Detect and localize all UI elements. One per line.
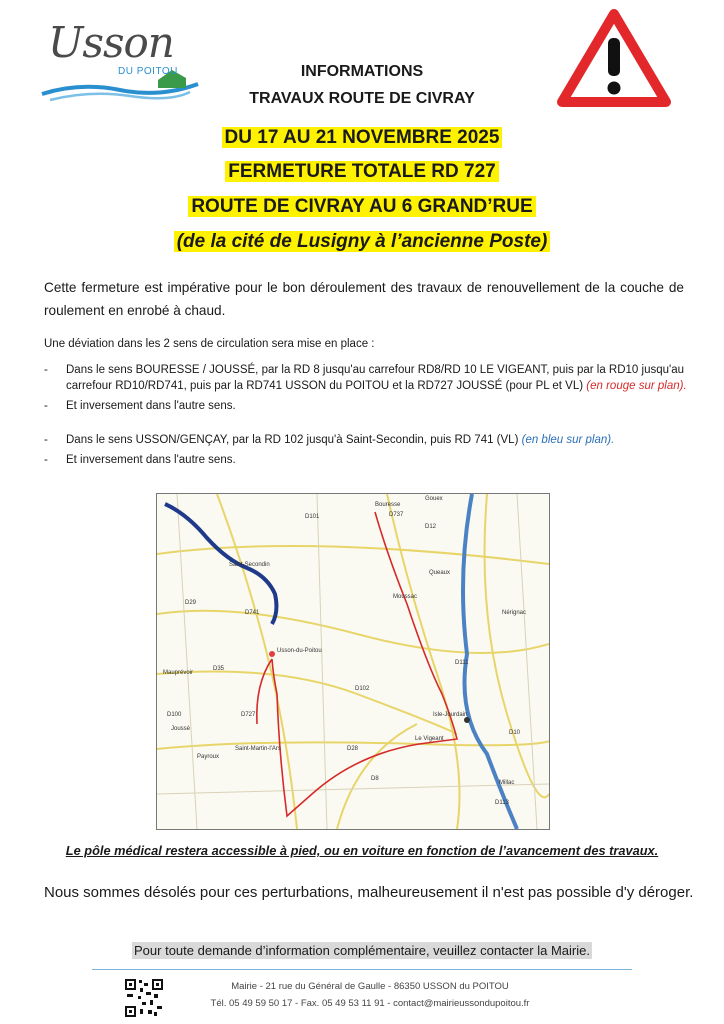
item-3-note: (en bleu sur plan). bbox=[521, 434, 615, 446]
logo-subtitle: DU POITOU bbox=[118, 66, 178, 77]
contact-text: Pour toute demande d’information complémentaire, veuillez contacter la Mairie. bbox=[134, 943, 590, 958]
map-road-d727: D727 bbox=[241, 712, 256, 718]
map-road-d100: D100 bbox=[167, 712, 182, 718]
item-2-text: Et inversement dans l'autre sens. bbox=[66, 400, 236, 412]
deviation-item-3: - Dans le sens USSON/GENÇAY, par la RD 102 jusqu'à Saint-Secondin, puis RD 741 (VL) (en bleu sur plan). bbox=[44, 434, 615, 446]
deviation-block bbox=[44, 336, 694, 472]
deviation-item-1: - Dans le sens BOURESSE / JOUSSÉ, par la RD 8 jusqu'au carrefour RD8/RD 10 LE VIGEANT, puis par la RD10 jusqu'au carrefour RD10/RD741, puis par la RD741 USSON du POITOU et la RD727 JOUSSÉ (pour PL et VL) (en rouge sur plan). bbox=[44, 364, 687, 392]
deviation-item-2: - Et inversement dans l'autre sens. bbox=[44, 400, 236, 412]
closure-text: FERMETURE TOTALE RD 727 bbox=[225, 161, 498, 182]
route-line bbox=[0, 193, 724, 221]
map-road-d28: D28 bbox=[347, 746, 359, 752]
intro-paragraph: Cette fermeture est impérative pour le bon déroulement des travaux de renouvellement de la couche de roulement en enrobé à chaud. bbox=[44, 280, 684, 318]
map-road-d102: D102 bbox=[355, 686, 370, 692]
map-place-gouex: Gouex bbox=[425, 496, 443, 502]
map-place-le-vigeant: Le Vigeant bbox=[415, 736, 444, 742]
map-place-moussac: Moussac bbox=[393, 594, 418, 600]
warning-sign-icon bbox=[556, 8, 672, 108]
qr-code-icon[interactable] bbox=[124, 978, 164, 1018]
map-road-d10: D10 bbox=[509, 730, 521, 736]
header-line-1: INFORMATIONS bbox=[300, 63, 424, 80]
footer-phones: Tél. 05 49 59 50 17 - Fax. 05 49 53 11 91 - contact@mairieussondupoitou.fr bbox=[210, 998, 530, 1009]
item-1-text: Dans le sens BOURESSE / JOUSSÉ, par la RD 8 jusqu'au carrefour RD8/RD 10 LE VIGEANT, puis par la RD10 jusqu'au carrefour RD10/RD741, puis par la RD741 USSON du POITOU et la RD727 JOUSSÉ (pour PL et VL) bbox=[66, 364, 684, 392]
map-road-d111: D111 bbox=[455, 660, 469, 666]
route-text: ROUTE DE CIVRAY AU 6 GRAND’RUE bbox=[188, 196, 535, 217]
map-place-nerignac: Nérignac bbox=[502, 610, 527, 616]
map-place-queaux: Queaux bbox=[429, 570, 451, 576]
item-1-note: (en rouge sur plan). bbox=[586, 380, 687, 392]
map-road-d35: D35 bbox=[213, 666, 225, 672]
map-road-d29: D29 bbox=[185, 600, 197, 606]
usson-marker bbox=[269, 651, 275, 657]
map-place-saint-martin: Saint-Martin-l'Ars bbox=[235, 746, 281, 752]
map-road-d737: D737 bbox=[389, 512, 404, 518]
map-road-d8: D8 bbox=[371, 776, 379, 782]
map-place-millac: Millac bbox=[499, 780, 515, 786]
map-place-usson: Usson-du-Poitou bbox=[277, 648, 322, 654]
map-road-d741: D741 bbox=[245, 610, 260, 616]
medical-note: Le pôle médical restera accessible à pied, ou en voiture en fonction de l’avancement des travaux. bbox=[65, 843, 659, 858]
map-place-mauprevoir: Mauprévoir bbox=[163, 670, 194, 676]
deviation-intro: Une déviation dans les 2 sens de circulation sera mise en place : bbox=[44, 338, 375, 350]
deviation-item-4: - Et inversement dans l'autre sens. bbox=[44, 454, 236, 466]
dates-line bbox=[0, 124, 724, 152]
section-line bbox=[0, 228, 724, 256]
header-line-2: TRAVAUX ROUTE DE CIVRAY bbox=[249, 90, 475, 107]
map-road-d101: D101 bbox=[305, 514, 320, 520]
apology-paragraph: Nous sommes désolés pour ces perturbations, malheureusement il n'est pas possible d'y déroger. bbox=[44, 884, 694, 901]
deviation-map bbox=[156, 493, 550, 830]
footer-divider bbox=[92, 969, 632, 970]
item-4-text: Et inversement dans l'autre sens. bbox=[66, 454, 236, 466]
map-road-d12: D12 bbox=[425, 524, 437, 530]
logo-word: Usson bbox=[48, 18, 174, 67]
dates-text: DU 17 AU 21 NOVEMBRE 2025 bbox=[222, 127, 503, 148]
map-place-bouresse: Bouresse bbox=[375, 502, 401, 508]
map-place-saint-secondin: Saint-Secondin bbox=[229, 562, 270, 568]
closure-line bbox=[0, 158, 724, 186]
item-3-text: Dans le sens USSON/GENÇAY, par la RD 102 jusqu'à Saint-Secondin, puis RD 741 (VL) bbox=[66, 434, 522, 446]
map-place-isle-jourdain: Isle-Jourdain bbox=[433, 712, 468, 718]
footer bbox=[190, 978, 550, 1012]
contact-line bbox=[0, 943, 724, 958]
map-place-jousse: Joussé bbox=[171, 726, 191, 732]
map-road-d113: D113 bbox=[495, 800, 509, 806]
section-text: (de la cité de Lusigny à l’ancienne Poste) bbox=[174, 231, 551, 252]
map-place-payroux: Payroux bbox=[197, 754, 220, 760]
footer-address: Mairie - 21 rue du Général de Gaulle - 86350 USSON du POITOU bbox=[231, 981, 509, 992]
